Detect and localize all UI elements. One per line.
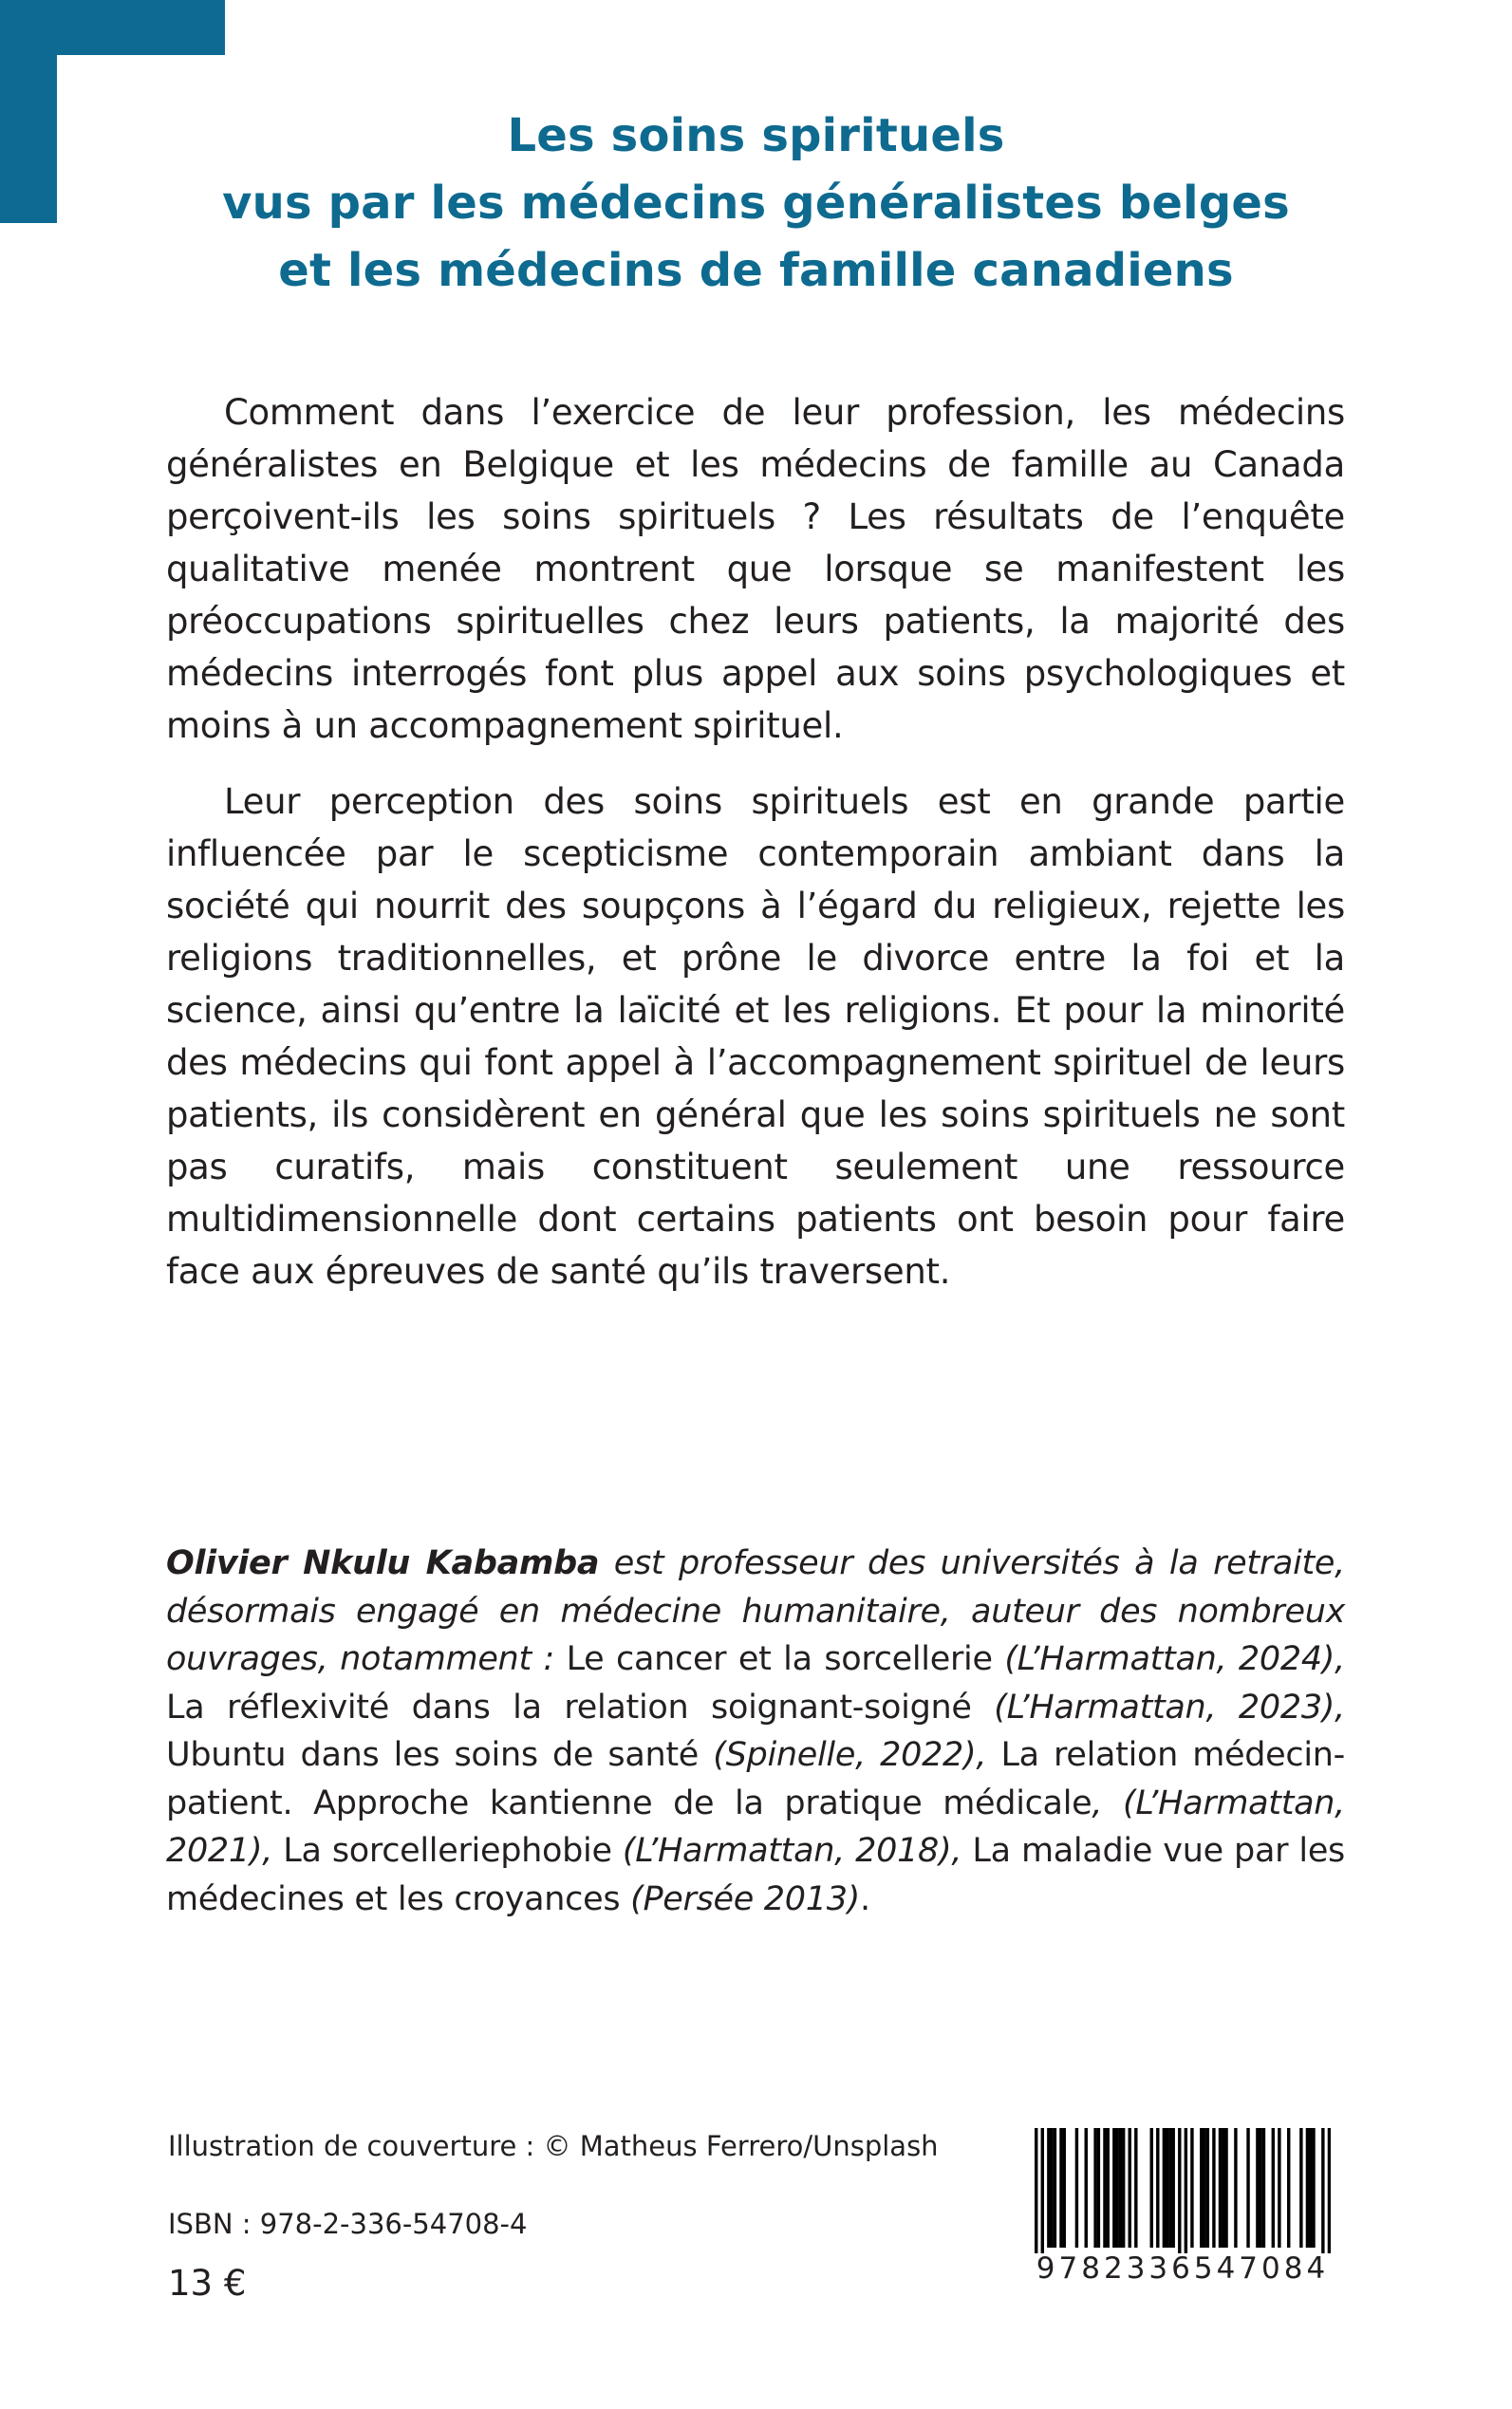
barcode-bar [1166, 2128, 1168, 2248]
barcode-bar [1178, 2128, 1181, 2253]
barcode-bar [1246, 2128, 1249, 2248]
barcode-bar [1129, 2128, 1131, 2248]
barcode-bar [1312, 2128, 1315, 2248]
barcode-bar [1122, 2128, 1125, 2248]
book-title [142, 103, 1370, 305]
barcode-bar [1203, 2128, 1205, 2248]
barcode-bar [1259, 2128, 1261, 2248]
title-line-1: Les soins spirituels [507, 109, 1005, 162]
barcode-bar [1262, 2128, 1265, 2248]
barcode-bar [1097, 2128, 1100, 2248]
barcode-bar [1185, 2128, 1187, 2253]
barcode-bar [1234, 2128, 1237, 2248]
barcode-bar [1212, 2128, 1215, 2248]
book-publisher-1: (L’Harmattan, 2024), [992, 1640, 1345, 1678]
book-publisher-6: (Persée 2013) [620, 1879, 861, 1918]
barcode-bar [1219, 2128, 1222, 2248]
barcode-bar [1321, 2128, 1324, 2253]
isbn: ISBN : 978-2-336-54708-4 [168, 2208, 528, 2240]
barcode-bar [1309, 2128, 1312, 2248]
barcode-bar [1035, 2128, 1037, 2253]
barcode-bar [1328, 2128, 1331, 2253]
barcode-bar [1200, 2128, 1203, 2248]
corner-accent-vertical [0, 0, 57, 223]
summary-paragraph-1-block [166, 386, 1345, 752]
author-bio [166, 1540, 1345, 1923]
barcode-bar [1224, 2128, 1227, 2248]
barcode-bar [1059, 2128, 1062, 2248]
book-title-1: Le cancer et la sorcellerie [566, 1640, 993, 1678]
barcode-bar [1299, 2128, 1302, 2248]
barcode-bar [1306, 2128, 1309, 2248]
author-name: Olivier Nkulu Kabamba [166, 1544, 600, 1582]
barcode-bar [1093, 2128, 1096, 2248]
book-publisher-2: (L’Harmattan, 2023), [971, 1688, 1345, 1727]
barcode-bar [1163, 2128, 1166, 2248]
barcode-bar [1272, 2128, 1275, 2248]
barcode-bar [1168, 2128, 1171, 2248]
barcode-bar [1075, 2128, 1078, 2248]
barcode-bar [1190, 2128, 1193, 2248]
book-title-5: La sorcelleriephobie [272, 1832, 612, 1870]
barcode-bar [1206, 2128, 1209, 2248]
title-line-2: vus par les médecins généralistes belges [222, 177, 1290, 230]
summary-paragraph-1: Comment dans l’exercice de leur profession, les médecins généralistes en Belgique et les médecins de famille au Canada perçoivent-ils les soins spirituels ? Les résultats de l’enquête qualitative menée montrent que lorsque se manifestent les préoccupations spirituelles chez leurs patients, la majorité des médecins interrogés font plus appel aux soins psychologiques et moins à un accompagnement spirituel. [166, 392, 1345, 746]
barcode-bar [1063, 2128, 1066, 2248]
barcode-bar [1134, 2128, 1137, 2248]
barcode-bar [1156, 2128, 1159, 2248]
barcode-bar [1085, 2128, 1088, 2248]
book-publisher-3: (Spinelle, 2022), [699, 1736, 987, 1774]
bio-end: . [860, 1879, 870, 1918]
barcode-bar [1150, 2128, 1153, 2248]
barcode-bar [1041, 2128, 1044, 2253]
book-publisher-4: , (L’Harmattan, 2021), [166, 1783, 1345, 1870]
price: 13 € [168, 2263, 247, 2304]
title-line-3: et les médecins de famille canadiens [278, 244, 1234, 297]
barcode [1035, 2128, 1331, 2295]
barcode-bar [1222, 2128, 1224, 2248]
book-publisher-5: (L’Harmattan, 2018), [611, 1832, 962, 1870]
barcode-bar [1115, 2128, 1118, 2248]
barcode-digits: 9782336547084 [1036, 2251, 1330, 2286]
summary-paragraph-2-block [166, 775, 1345, 1298]
bio-intro: est professeur des universités à la retraite, désormais engagé en médecine humanitaire, auteur des nombreux ouvrages, notamment : [166, 1544, 1345, 1678]
barcode-bar [1047, 2128, 1050, 2248]
barcode-bar [1050, 2128, 1053, 2248]
book-title-3: Ubuntu dans les soins de santé [166, 1736, 700, 1774]
barcode-bar [1107, 2128, 1110, 2248]
cover-illustration-credit: Illustration de couverture : © Matheus Ferrero/Unsplash [168, 2130, 939, 2162]
barcode-bar [1103, 2128, 1106, 2248]
book-title-4: La relation médecin-patient. Approche kantienne de la pratique médicale [166, 1736, 1345, 1822]
barcode-bar [1256, 2128, 1259, 2248]
barcode-bar [1278, 2128, 1280, 2248]
book-title-2: La réflexivité dans la relation soignant-soigné [166, 1688, 972, 1727]
barcode-bar [1054, 2128, 1056, 2248]
barcode-bar [1172, 2128, 1175, 2248]
barcode-bar [1287, 2128, 1290, 2248]
summary-paragraph-2: Leur perception des soins spirituels est en grande partie influencée par le scepticisme contemporain ambiant dans la société qui nourrit des soupçons à l’égard du religieux, rejette les religions traditionnelles, et prône le divorce entre la foi et la science, ainsi qu’entre la laïcité et les religions. Et pour la minorité des médecins qui font appel à l’accompagnement spirituel de leurs patients, ils considèrent en général que les soins spirituels ne sont pas curatifs, mais constituent seulement une ressource multidimensionnelle dont certains patients ont besoin pour faire face aux épreuves de santé qu’ils traversent. [166, 781, 1345, 1292]
book-title-6: La maladie vue par les médecines et les croyances [166, 1832, 1345, 1918]
barcode-bar [1112, 2128, 1115, 2248]
barcode-bar [1119, 2128, 1122, 2248]
